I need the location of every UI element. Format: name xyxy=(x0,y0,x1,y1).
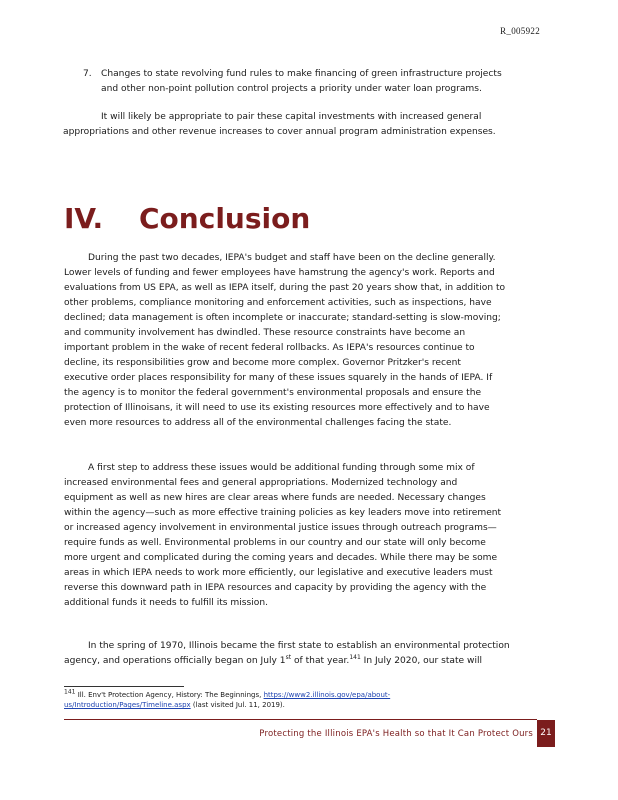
paragraph xyxy=(64,461,556,611)
paragraph-line: and community involvement has dwindled. These resource constraints have become an xyxy=(64,328,466,338)
paragraph-line: executive order places responsibility for many of these issues squarely in the hands of IEPA. If xyxy=(64,373,493,383)
paragraph-line: decline, its responsibilities grow and become more complex. Governor Pritzker's recent xyxy=(64,358,461,368)
section-title: Conclusion xyxy=(139,202,311,235)
footnote xyxy=(64,690,534,710)
list-item-number: 7. xyxy=(83,69,92,79)
note-paragraph xyxy=(63,110,555,140)
footnote-text: Ill. Env't Protection Agency, History: The Beginnings, xyxy=(77,691,264,699)
paragraph-line: areas in which IEPA needs to work more efficiently, our legislative and executive leaders must xyxy=(64,568,493,578)
paragraph-line: other problems, compliance monitoring and enforcement activities, such as inspections, have xyxy=(64,298,492,308)
paragraph-line: important problem in the wake of recent federal rollbacks. As IEPA's resources continue to xyxy=(64,343,475,353)
paragraph-line: It will likely be appropriate to pair these capital investments with increased general xyxy=(101,112,482,122)
paragraph xyxy=(64,639,556,669)
paragraph-line: even more resources to address all of the environmental challenges facing the state. xyxy=(64,418,452,428)
footnote-divider xyxy=(64,686,184,687)
footnote-reference[interactable]: 141 xyxy=(349,653,361,661)
paragraph-line: additional funds it needs to fulfill its mission. xyxy=(64,598,269,608)
paragraph-line: or increased agency involvement in environmental justice issues through outreach programs— xyxy=(64,523,497,533)
paragraph-line: During the past two decades, IEPA's budget and staff have been on the decline generally. xyxy=(88,253,496,263)
page-number: 21 xyxy=(537,720,555,747)
paragraph-line: protection of Illinoisans, it will need to use its existing resources more effectively and to have xyxy=(64,403,490,413)
paragraph-line: A first step to address these issues would be additional funding through some mix of xyxy=(88,463,475,473)
footer-divider xyxy=(64,719,537,720)
paragraph-line: declined; data management is often incomplete or inaccurate; standard-setting is slow-moving; xyxy=(64,313,501,323)
footnote-link[interactable]: us/Introduction/Pages/Timeline.aspx xyxy=(64,701,191,709)
paragraph-line: evaluations from US EPA, as well as IEPA itself, during the past 20 years show that, in addition to xyxy=(64,283,506,293)
paragraph-text: agency, and operations officially began on July 1 xyxy=(64,656,286,666)
bates-number: R_005922 xyxy=(500,26,540,36)
footnote-link[interactable]: https://www2.illinois.gov/epa/about- xyxy=(263,691,391,699)
footnote-number: 141 xyxy=(64,688,76,696)
footer-title: Protecting the Illinois EPA's Health so that It Can Protect Ours xyxy=(259,729,533,739)
paragraph-line: the agency is to monitor the federal government's environmental proposals and ensure the xyxy=(64,388,482,398)
list-item xyxy=(63,67,553,97)
paragraph xyxy=(64,251,556,431)
paragraph-line: more urgent and complicated during the coming years and decades. While there may be some xyxy=(64,553,498,563)
list-item-line: and other non-point pollution control projects a priority under water loan programs. xyxy=(101,84,482,94)
paragraph-line: appropriations and other revenue increases to cover annual program administration expenses. xyxy=(63,127,496,137)
paragraph-line: In the spring of 1970, Illinois became the first state to establish an environmental protection xyxy=(88,641,510,651)
paragraph-text: of that year. xyxy=(293,656,350,666)
paragraph-text: In July 2020, our state will xyxy=(360,656,483,666)
paragraph-line: require funds as well. Environmental problems in our country and our state will only become xyxy=(64,538,486,548)
paragraph-line: Lower levels of funding and fewer employees have hamstrung the agency's work. Reports and xyxy=(64,268,495,278)
footnote-text: (last visited Jul. 11, 2019). xyxy=(190,701,285,709)
ordinal-suffix: st xyxy=(285,653,292,661)
paragraph-line xyxy=(64,654,556,669)
section-number: IV. xyxy=(64,202,104,235)
section-heading xyxy=(64,198,310,240)
paragraph-line: within the agency—such as more effective training policies as key leaders move into retirement xyxy=(64,508,502,518)
paragraph-line: increased environmental fees and general appropriations. Modernized technology and xyxy=(64,478,458,488)
paragraph-line: equipment as well as new hires are clear areas where funds are needed. Necessary changes xyxy=(64,493,486,503)
list-item-line: Changes to state revolving fund rules to make financing of green infrastructure projects xyxy=(101,69,502,79)
paragraph-line: reverse this downward path in IEPA resources and capacity by providing the agency with the xyxy=(64,583,487,593)
